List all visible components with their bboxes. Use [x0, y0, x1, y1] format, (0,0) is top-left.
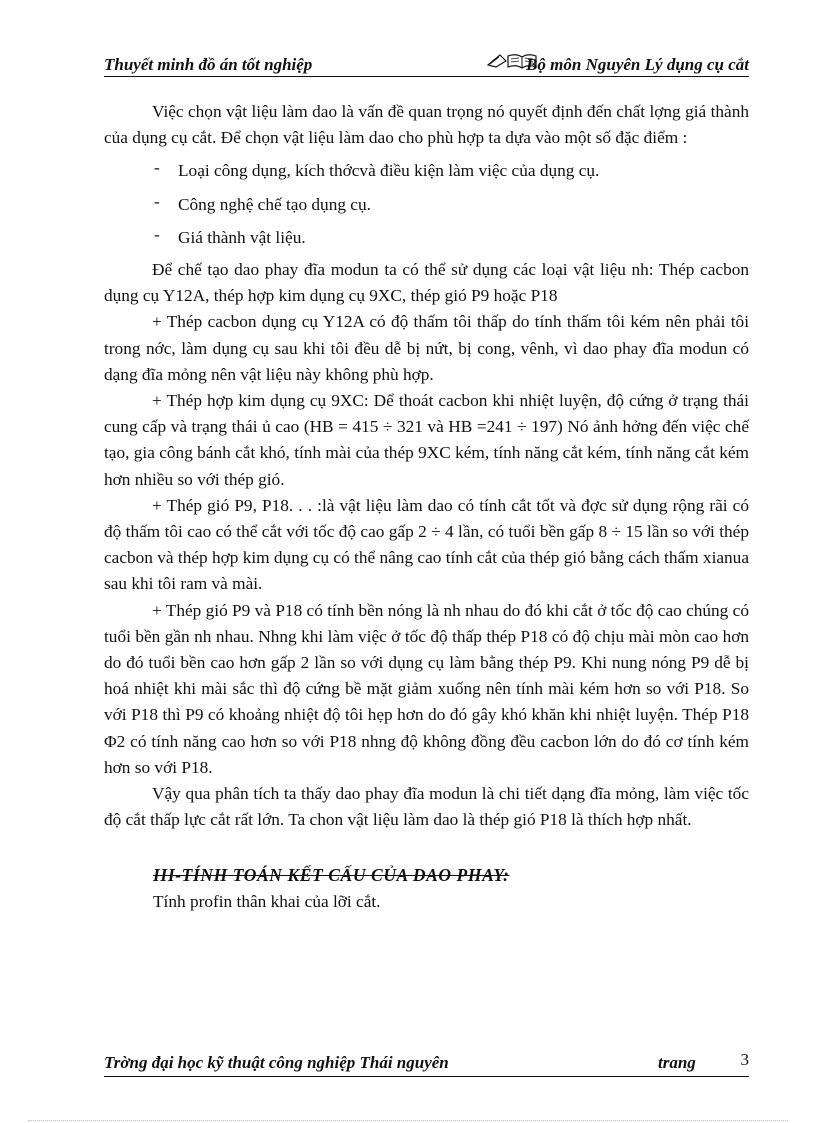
page-edge-dotted-line — [28, 1120, 788, 1121]
header-rule — [104, 76, 749, 77]
page-header — [104, 55, 749, 77]
footer-rule — [104, 1076, 749, 1077]
section-subtitle: Tính profin thân khai của lỡi cắt. — [153, 891, 381, 911]
bullet-marker: - — [154, 224, 160, 244]
high-speed-steel-paragraph: + Thép gió P9, P18. . . :là vật liệu làm dao có tính cắt tốt và đợc sử dụng rộng rãi có độ thấm tôi cao có thể cắt với tốc độ cao gấp 2 ÷ 4 lần, có tuổi bền gấp 8 ÷ 15 lần so với thép cacbon và thép hợp kim dụng cụ có thể nâng cao tính cắt của thép gió bằng cách thấm xianua sau khi tôi ram và mài. — [104, 495, 749, 594]
page-footer — [104, 1050, 749, 1075]
bullet-text: Loại công dụng, kích thớcvà điều kiện làm việc của dụng cụ. — [178, 161, 600, 181]
alloy-steel-paragraph: + Thép hợp kim dụng cụ 9XC: Dể thoát cacbon khi nhiệt luyện, độ cứng ở trạng thái cung cấp và trạng thái ủ cao (HB = 415 ÷ 321 và HB =241 ÷ 197) Nó ảnh hởng đến việc chế tạo, gia công bánh cắt khó, tính mài của thép 9XC kém, tính năng cắt kém, tính năng cắt kém hơn nhiều so với thép gió. — [104, 391, 749, 489]
materials-paragraph: Để chế tạo dao phay đĩa modun ta có thể sử dụng các loại vật liệu nh: Thép cacbon dụng cụ Y12A, thép hợp kim dụng cụ 9XC, thép gió P9 hoặc P18 — [104, 260, 749, 306]
document-body — [104, 99, 749, 915]
p9-p18-comparison-paragraph: + Thép gió P9 và P18 có tính bền nóng là nh nhau do đó khi cắt ở tốc độ cao chúng có tuổi bền gần nh nhau. Nhng khi làm việc ở tốc độ thấp thép P18 có độ chịu mài mòn cao hơn do đó tuổi bền cao hơn gấp 2 lần so với dụng cụ làm bằng thép P9. Khi nung nóng P9 dễ bị hoá nhiệt khi mài sắc thì độ cứng bề mặt giảm xuống nên tính mài kém hơn so với P18. So với P18 thì P9 có khoảng nhiệt độ tôi hẹp hơn do đó gây khó khăn khi nhiệt luyện. Thép P18 Φ2 có tính năng cao hơn so với P18 nhng độ không đồng đều cacbon lớn do đó cơ tính kém hơn so với P18. — [104, 600, 749, 777]
section-heading: III-TÍNH TOÁN KẾT CẤU CỦA DAO PHAY: — [153, 865, 510, 886]
header-department: Bộ môn Nguyên Lý dụng cụ cắt — [526, 55, 749, 74]
conclusion-paragraph: Vậy qua phân tích ta thấy dao phay đĩa modun là chi tiết dạng đĩa mỏng, làm việc tốc độ cắt thấp lực cắt rất lớn. Ta chon vật liệu làm dao là thép gió P18 là thích hợp nhất. — [104, 784, 749, 830]
bullet-marker: - — [154, 158, 160, 178]
bullet-text: Công nghệ chế tạo dụng cụ. — [178, 194, 371, 214]
footer-page-label: trang — [658, 1053, 696, 1072]
carbon-steel-paragraph: + Thép cacbon dụng cụ Y12A có độ thấm tôi thấp do tính thấm tôi kém nên phải tôi trong nớc, làm dụng cụ sau khi tôi đều dễ bị nứt, bị cong, vênh, vì dao phay đĩa modun có dạng đĩa mỏng nên vật liệu này không phù hợp. — [104, 312, 749, 384]
bullet-marker: - — [154, 191, 160, 211]
header-thesis-title: Thuyết minh đồ án tốt nghiệp — [104, 55, 313, 74]
bullet-text: Giá thành vật liệu. — [178, 227, 306, 247]
list-item — [104, 158, 749, 184]
list-item — [104, 225, 749, 251]
page-number: 3 — [740, 1050, 749, 1069]
intro-paragraph: Việc chọn vật liệu làm dao là vấn đề quan trọng nó quyết định đến chất lợng giá thành của dụng cụ cắt. Để chọn vật liệu làm dao cho phù hợp ta dựa vào một số đặc điểm : — [104, 102, 749, 148]
list-item — [104, 192, 749, 218]
footer-university: Trờng đại học kỹ thuật công nghiệp Thái nguyên — [104, 1053, 449, 1072]
